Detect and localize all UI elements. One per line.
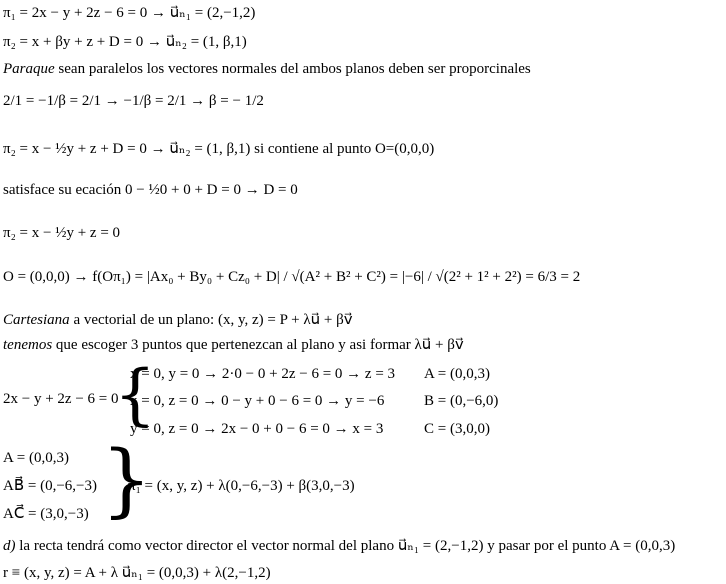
vector-ab: AB⃗ = (0,−6,−3) bbox=[3, 478, 97, 494]
plane-pi2-final: π₂ = x − ½y + z = 0 bbox=[3, 225, 121, 241]
system-row-3: y = 0, z = 0 → 2x − 0 + 0 − 6 = 0 → x = 3 bbox=[130, 421, 384, 437]
distance-formula: O = (0,0,0) → f(Oπ₁) = |Ax₀ + By₀ + Cz₀ + D| / √(A² + B² + C²) = |−6| / √(2² + 1² + 2²) = 6/3 = 2 bbox=[3, 269, 581, 285]
line-equation: r ≡ (x, y, z) = A + λ u⃗ₙ₁ = (0,0,3) + λ(2,−1,2) bbox=[3, 565, 271, 581]
vector-form-italic: Cartesiana bbox=[3, 312, 70, 328]
point-a: A = (0,0,3) bbox=[3, 450, 69, 466]
system-row-1: x = 0, y = 0 → 2·0 − 0 + 2z − 6 = 0 → z = 3 bbox=[130, 366, 396, 382]
vector-ac: AC⃗ = (3,0,−3) bbox=[3, 506, 89, 522]
line-direction-rest: la recta tendrá como vector director el vector normal del plano u⃗ₙ₁ = (2,−1,2) y pasar por el punto A = (0,0,3) bbox=[15, 538, 676, 554]
choose-points-rest: que escoger 3 puntos que pertenezcan al plano y asi formar λu⃗ + βv⃗ bbox=[52, 337, 464, 353]
system-point-a: A = (0,0,3) bbox=[424, 366, 490, 382]
system-point-b: B = (0,−6,0) bbox=[424, 393, 499, 409]
parallel-condition-text bbox=[3, 60, 531, 78]
system-point-c: C = (3,0,0) bbox=[424, 421, 490, 437]
system-brace: { bbox=[114, 356, 156, 433]
plane-pi2-substituted: π₂ = x − ½y + z + D = 0 → u⃗ₙ₂ = (1, β,1) si contiene al punto O=(0,0,0) bbox=[3, 141, 435, 157]
plane-pi1-equation: π₁ = 2x − y + 2z − 6 = 0 → u⃗ₙ₁ = (2,−1,2) bbox=[3, 5, 256, 21]
line-direction-text bbox=[3, 537, 675, 555]
part-d-label: d) bbox=[3, 538, 16, 554]
satisfy-equation-text: satisface su ecación 0 − ½0 + 0 + D = 0 → D = 0 bbox=[3, 182, 298, 198]
system-lhs: 2x − y + 2z − 6 = 0 bbox=[3, 391, 119, 407]
vectors-brace: } bbox=[101, 433, 152, 526]
system-row-2: x = 0, z = 0 → 0 − y + 0 − 6 = 0 → y = −6 bbox=[130, 393, 385, 409]
parallel-condition-italic: Paraque bbox=[3, 61, 55, 77]
vector-form-rest: a vectorial de un plano: (x, y, z) = P + λu⃗ + βv⃗ bbox=[69, 312, 353, 328]
choose-points-text bbox=[3, 336, 464, 354]
vector-form-text bbox=[3, 311, 353, 329]
choose-points-italic: tenemos bbox=[3, 337, 53, 353]
parallel-condition-rest: sean paralelos los vectores normales del ambos planos deben ser proporcinales bbox=[54, 61, 531, 77]
plane-vector-equation: π₁ = (x, y, z) + λ(0,−6,−3) + β(3,0,−3) bbox=[128, 478, 355, 494]
plane-pi2-equation: π₂ = x + βy + z + D = 0 → u⃗ₙ₂ = (1, β,1) bbox=[3, 34, 247, 50]
proportion-equation: 2/1 = −1/β = 2/1 → −1/β = 2/1 → β = − 1/2 bbox=[3, 93, 264, 109]
